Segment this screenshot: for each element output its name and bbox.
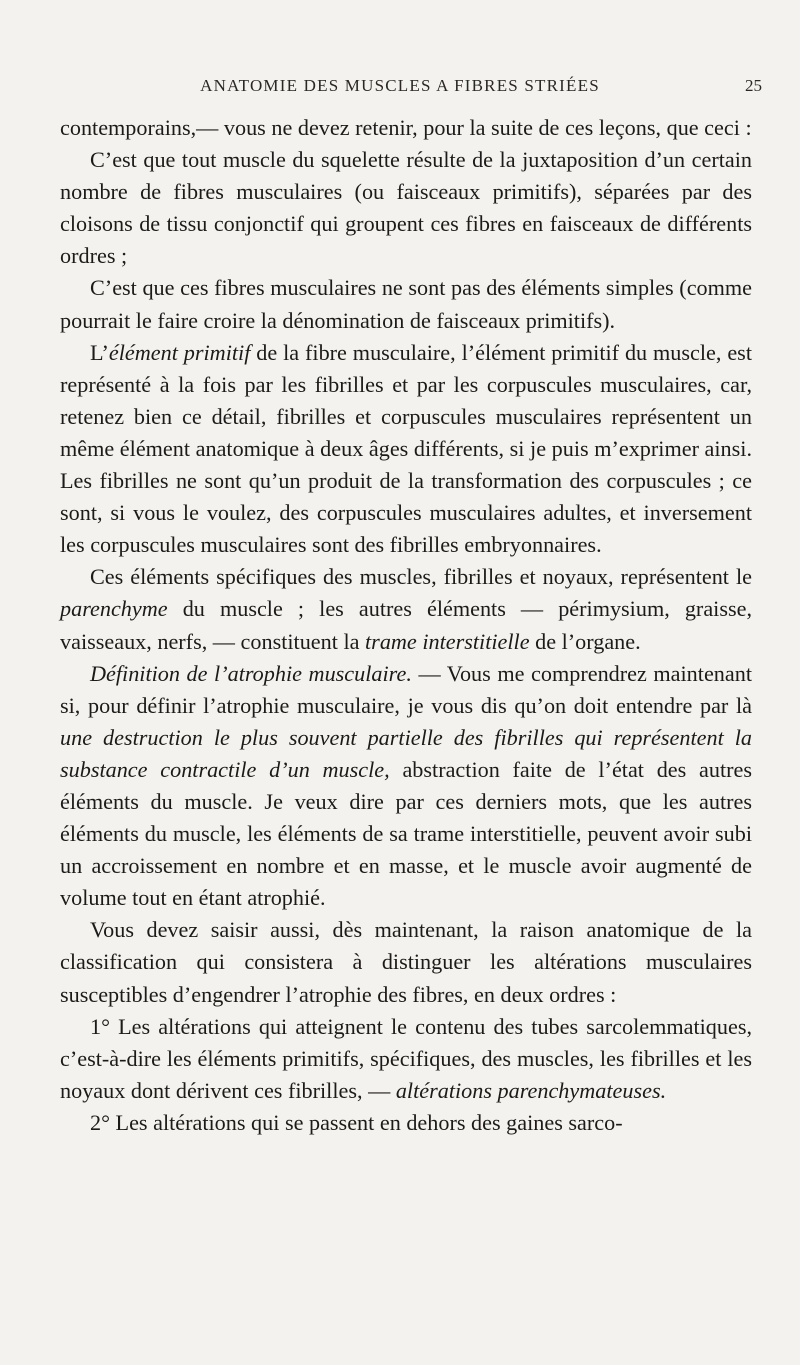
text-run: Ces éléments spécifiques des muscles, fibrilles et noyaux, représentent le [90, 564, 752, 590]
italic-text: élément primitif [108, 339, 251, 365]
italic-text: une destruction le plus souvent partielle des fibrilles qui représentent la substance contractile d’un muscle, [60, 724, 752, 782]
italic-text: parenchyme [60, 596, 168, 622]
paragraph [60, 914, 752, 1010]
paragraph [60, 1107, 752, 1139]
text-run: contemporains,— vous ne devez retenir, pour la suite de ces leçons, que ceci : [60, 115, 752, 140]
paragraph [60, 658, 752, 915]
text-run: de la fibre musculaire, l’élément primitif du muscle, est représenté à la fois par les fibrilles et par les corpuscules musculaires, car, retenez bien ce détail, fibrilles et corpuscules musculaires représentent un même élément anatomique à deux âges différents, si je puis m’exprimer ainsi. Les fibrilles ne sont qu’un produit de la transformation des corpuscules ; ce sont, si vous le voulez, des corpuscules musculaires adultes, et inversement les corpuscules musculaires sont des fibrilles embryonnaires. [60, 339, 752, 558]
running-head: ANATOMIE DES MUSCLES A FIBRES STRIÉES [200, 76, 600, 95]
paragraph [60, 112, 752, 144]
text-run: de l’organe. [529, 628, 641, 654]
body-text [60, 112, 752, 1139]
text-run: L’ [90, 339, 109, 365]
text-run: 2° Les altérations qui se passent en dehors des gaines sarco- [90, 1109, 623, 1135]
page-header [0, 76, 800, 100]
italic-text: altérations parenchymateuses. [395, 1077, 667, 1103]
italic-text: Définition de l’atrophie musculaire. [90, 660, 412, 686]
text-run: C’est que tout muscle du squelette résulte de la juxtaposition d’un certain nombre de fibres musculaires (ou faisceaux primitifs), séparées par des cloisons de tissu conjonctif qui groupent ces fibres en faisceaux de différents ordres ; [60, 147, 752, 269]
text-run: 1° Les altérations qui atteignent le contenu des tubes sarcolemmatiques, c’est-à-dire les éléments primitifs, spécifiques, des muscles, les fibrilles et les noyaux dont dérivent ces fibrilles, — [60, 1013, 752, 1103]
text-run: abstraction faite de l’état des autres éléments du muscle. Je veux dire par ces derniers mots, que les autres éléments du muscle, les éléments de sa trame interstitielle, peuvent avoir subi un accroissement en nombre et en masse, et le muscle avoir augmenté de volume tout en étant atrophié. [60, 756, 753, 911]
text-run: du muscle ; les autres éléments — périmysium, graisse, vaisseaux, nerfs, — constituent la [60, 596, 752, 654]
italic-text: trame interstitielle [365, 628, 530, 654]
paragraph [60, 337, 752, 562]
paragraph [60, 561, 752, 657]
paragraph [60, 144, 752, 272]
paragraph [60, 272, 752, 336]
page-number: 25 [745, 76, 762, 95]
paragraph [60, 1011, 752, 1107]
text-run: — Vous me comprendrez maintenant si, pour définir l’atrophie musculaire, je vous dis qu’on doit entendre par là [60, 660, 752, 718]
text-run: C’est que ces fibres musculaires ne sont pas des éléments simples (comme pourrait le faire croire la dénomination de faisceaux primitifs). [60, 275, 752, 333]
text-run: Vous devez saisir aussi, dès maintenant, la raison anatomique de la classification qui consistera à distinguer les altérations musculaires susceptibles d’engendrer l’atrophie des fibres, en deux ordres : [60, 917, 752, 1007]
